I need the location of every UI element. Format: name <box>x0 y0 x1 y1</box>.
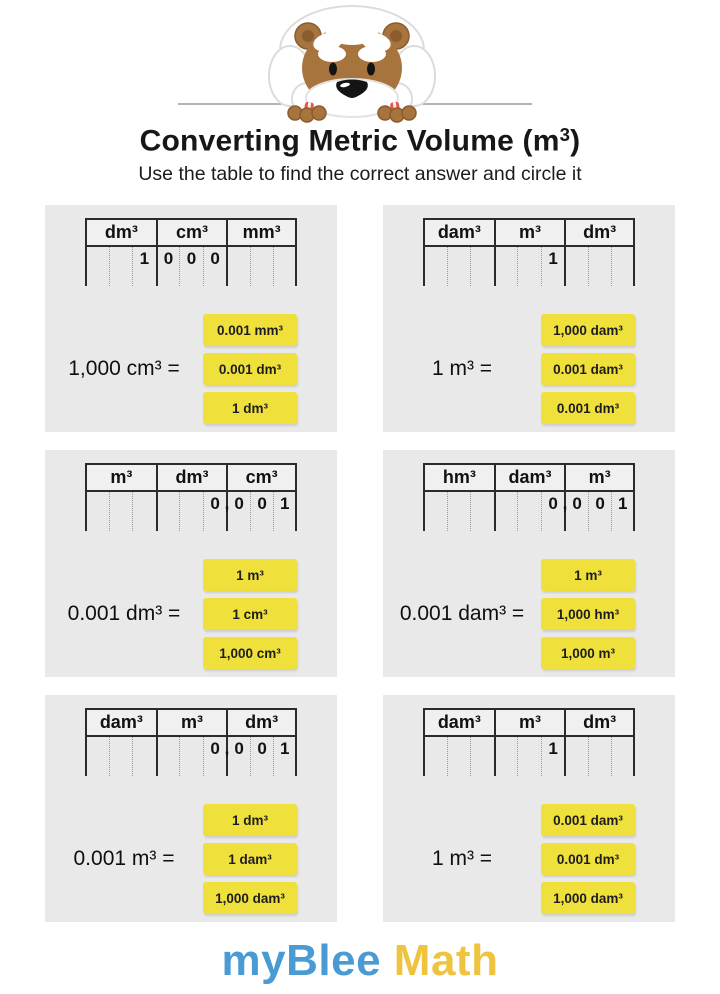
digit-cell <box>423 492 447 531</box>
digit-cell <box>273 247 297 286</box>
digit-cell <box>132 737 156 776</box>
table-header-row <box>85 463 297 492</box>
table-header-row <box>85 708 297 737</box>
question-row <box>45 804 337 914</box>
digit-cell: 0 <box>156 247 180 286</box>
question-text: 0.001 dam³ = <box>399 602 525 625</box>
digit-cell <box>494 492 518 531</box>
question-text: 1 m³ = <box>431 357 493 380</box>
digit-cell <box>564 737 588 776</box>
question-row <box>383 314 675 424</box>
logo-blee: Blee <box>286 936 382 985</box>
page-header <box>0 0 720 205</box>
digit-cell <box>85 247 109 286</box>
digit-cell: 0 <box>179 247 203 286</box>
unit-header: hm³ <box>423 463 494 492</box>
unit-header: cm³ <box>226 463 297 492</box>
table-header-row <box>85 218 297 247</box>
answer-option-button[interactable]: 1,000 dam³ <box>541 882 635 914</box>
page-subtitle: Use the table to find the correct answer and circle it <box>138 163 582 185</box>
digit-cell: 0 <box>226 737 250 776</box>
question-row <box>45 314 337 424</box>
table-digit-row <box>423 247 635 286</box>
answer-option-button[interactable]: 1,000 hm³ <box>541 598 635 630</box>
answer-option-button[interactable]: 1 dm³ <box>203 392 297 424</box>
answer-options <box>203 804 297 914</box>
table-digit-row <box>85 737 297 776</box>
answer-option-button[interactable]: 1 m³ <box>203 559 297 591</box>
exercise-panel-1 <box>45 205 337 432</box>
exercise-panel-4 <box>383 450 675 677</box>
digit-cell: 0 <box>564 492 588 531</box>
digit-cell: 1 <box>132 247 156 286</box>
digit-cell <box>611 737 635 776</box>
place-value-table <box>85 218 297 286</box>
place-value-table <box>423 218 635 286</box>
unit-header: dm³ <box>564 708 635 737</box>
myblee-math-logo <box>0 936 720 986</box>
question-text: 0.001 dm³ = <box>67 602 181 625</box>
digit-cell <box>564 247 588 286</box>
answer-option-button[interactable]: 1,000 m³ <box>541 637 635 669</box>
logo-math: Math <box>381 936 499 985</box>
unit-header: m³ <box>156 708 227 737</box>
title-superscript: 3 <box>559 124 571 145</box>
digit-cell <box>109 247 133 286</box>
question-text: 0.001 m³ = <box>73 847 175 870</box>
place-value-table <box>423 463 635 531</box>
table-header-row <box>423 463 635 492</box>
place-value-table <box>85 708 297 776</box>
digit-cell <box>470 737 494 776</box>
unit-header: dm³ <box>226 708 297 737</box>
answer-options <box>541 804 635 914</box>
answer-options <box>203 559 297 669</box>
digit-cell <box>423 247 447 286</box>
unit-header: dam³ <box>494 463 565 492</box>
digit-cell <box>250 247 274 286</box>
answer-option-button[interactable]: 0.001 dm³ <box>541 392 635 424</box>
answer-option-button[interactable]: 0.001 mm³ <box>203 314 297 346</box>
answer-option-button[interactable]: 1 dam³ <box>203 843 297 875</box>
exercise-panel-6 <box>383 695 675 922</box>
digit-cell <box>588 247 612 286</box>
question-text: 1,000 cm³ = <box>68 357 180 380</box>
digit-cell: 0 , <box>203 737 227 776</box>
digit-cell <box>179 737 203 776</box>
exercise-panel-5 <box>45 695 337 922</box>
digit-cell: 1 <box>273 492 297 531</box>
digit-cell <box>85 737 109 776</box>
question-row <box>383 559 675 669</box>
table-digit-row <box>85 492 297 531</box>
digit-cell: 0 <box>588 492 612 531</box>
page-title: Converting Metric Volume $(m^3)$ <box>139 124 581 158</box>
digit-cell <box>517 737 541 776</box>
unit-header: dam³ <box>85 708 156 737</box>
digit-cell <box>132 492 156 531</box>
exercise-panel-2 <box>383 205 675 432</box>
answer-option-button[interactable]: 1,000 dam³ <box>541 314 635 346</box>
einstein-lion-mascot-icon <box>252 2 452 128</box>
digit-cell <box>447 247 471 286</box>
question-row <box>45 559 337 669</box>
unit-header: dm³ <box>156 463 227 492</box>
unit-header: m³ <box>564 463 635 492</box>
table-header-row <box>423 708 635 737</box>
digit-cell <box>156 492 180 531</box>
place-value-table <box>423 708 635 776</box>
digit-cell <box>611 247 635 286</box>
unit-header: m³ <box>85 463 156 492</box>
answer-option-button[interactable]: 1 dm³ <box>203 804 297 836</box>
answer-options <box>541 559 635 669</box>
answer-option-button[interactable]: 1,000 dam³ <box>203 882 297 914</box>
answer-options <box>541 314 635 424</box>
digit-cell <box>517 492 541 531</box>
answer-option-button[interactable]: 1 m³ <box>541 559 635 591</box>
answer-options <box>203 314 297 424</box>
digit-cell <box>109 492 133 531</box>
table-digit-row <box>423 492 635 531</box>
digit-cell: 0 <box>250 492 274 531</box>
unit-header: dm³ <box>85 218 156 247</box>
digit-cell: 0 <box>226 492 250 531</box>
digit-cell <box>85 492 109 531</box>
digit-cell: 1 <box>273 737 297 776</box>
answer-option-button[interactable]: 1 cm³ <box>203 598 297 630</box>
digit-cell <box>494 737 518 776</box>
answer-option-button[interactable]: 1,000 cm³ <box>203 637 297 669</box>
question-row <box>383 804 675 914</box>
unit-header: dam³ <box>423 218 494 247</box>
digit-cell: 0 <box>250 737 274 776</box>
answer-option-button[interactable]: 0.001 dm³ <box>203 353 297 385</box>
digit-cell <box>447 737 471 776</box>
digit-cell <box>470 247 494 286</box>
unit-header: mm³ <box>226 218 297 247</box>
unit-header: m³ <box>494 708 565 737</box>
unit-header: cm³ <box>156 218 227 247</box>
digit-cell <box>179 492 203 531</box>
table-digit-row <box>423 737 635 776</box>
digit-cell: 1 <box>611 492 635 531</box>
answer-option-button[interactable]: 0.001 dm³ <box>541 843 635 875</box>
digit-cell: 1 <box>541 247 565 286</box>
digit-cell <box>226 247 250 286</box>
digit-cell <box>109 737 133 776</box>
digit-cell <box>494 247 518 286</box>
table-digit-row <box>85 247 297 286</box>
digit-cell <box>517 247 541 286</box>
digit-cell <box>423 737 447 776</box>
exercise-panel-3 <box>45 450 337 677</box>
place-value-table <box>85 463 297 531</box>
logo-my: my <box>221 936 287 985</box>
exercise-grid <box>45 205 675 922</box>
unit-header: dam³ <box>423 708 494 737</box>
digit-cell <box>447 492 471 531</box>
table-header-row <box>423 218 635 247</box>
digit-cell <box>156 737 180 776</box>
answer-option-button[interactable]: 0.001 dam³ <box>541 353 635 385</box>
unit-header: dm³ <box>564 218 635 247</box>
digit-cell <box>470 492 494 531</box>
question-text: 1 m³ = <box>431 847 493 870</box>
digit-cell: 0 , <box>203 492 227 531</box>
digit-cell: 1 <box>541 737 565 776</box>
answer-option-button[interactable]: 0.001 dam³ <box>541 804 635 836</box>
digit-cell <box>588 737 612 776</box>
unit-header: m³ <box>494 218 565 247</box>
digit-cell: 0 , <box>541 492 565 531</box>
digit-cell: 0 <box>203 247 227 286</box>
